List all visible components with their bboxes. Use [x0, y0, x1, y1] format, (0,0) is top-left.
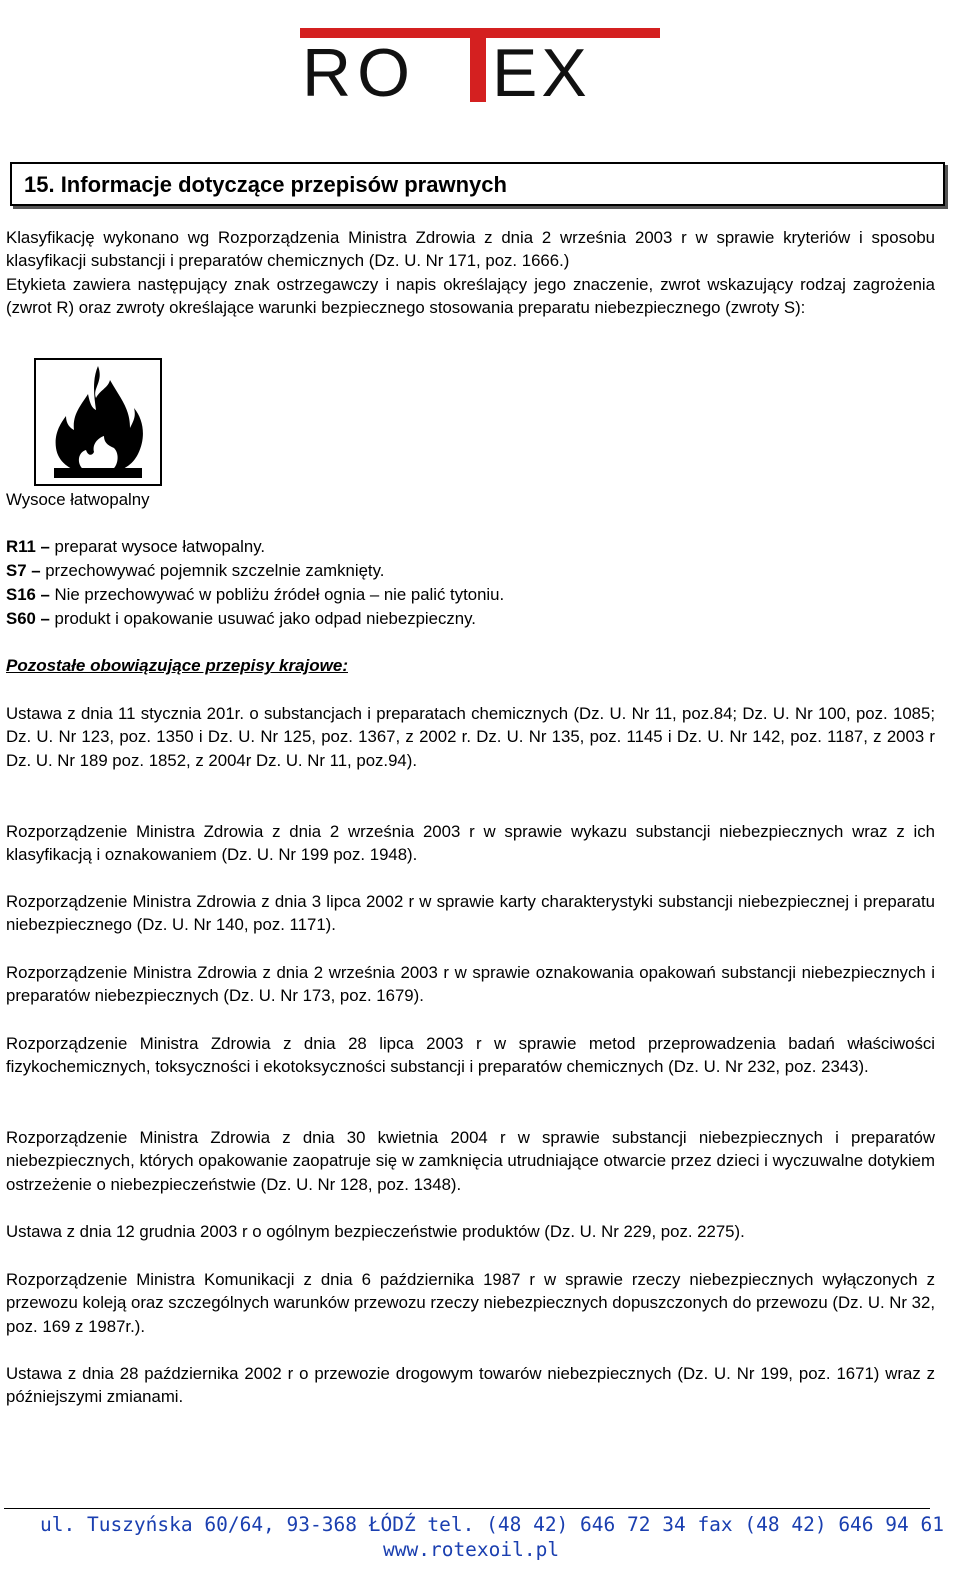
flame-icon [34, 358, 162, 486]
regulation-item: Rozporządzenie Ministra Zdrowia z dnia 30 kwietnia 2004 r w sprawie substancji niebezpiecznych i preparatów niebezpiecznych, których opakowanie zaopatruje się w zamknięcia utrudniające otwarcie przez dzieci i wyczuwalne dotykiem ostrzeżenie o niebezpieczeństwie (Dz. U. Nr 128, poz. 1348). [6, 1128, 935, 1194]
regulation-item: Ustawa z dnia 11 stycznia 201r. o substancjach i preparatach chemicznych (Dz. U. Nr 11, poz.84; Dz. U. Nr 100, poz. 1085; Dz. U. Nr 123, poz. 1350 i Dz. U. Nr 125, poz. 1367, z 2002 r. Dz. U. Nr 135, poz. 1145 i Dz. U. Nr 142, poz. 1187, z 2003 r Dz. U. Nr 189 poz. 1852, z 2004r Dz. U. Nr 11, poz.94). [6, 704, 935, 770]
phrase-s7: S7 – przechowywać pojemnik szczelnie zamknięty. [6, 561, 385, 580]
section-header [10, 162, 945, 206]
footer-website-link[interactable]: www.rotexoil.pl [383, 1538, 560, 1561]
svg-text:EX: EX [492, 35, 591, 104]
classification-paragraph: Klasyfikację wykonano wg Rozporządzenia Ministra Zdrowia z dnia 2 września 2003 r w sprawie kryteriów i sposobu klasyfikacji substancji i preparatów chemicznych (Dz. U. Nr 171, poz. 1666.) [6, 228, 935, 271]
label-paragraph: Etykieta zawiera następujący znak ostrzegawczy i napis określający jego znaczenie, zwrot wskazujący rodzaj zagrożenia (zwrot R) oraz zwroty określające warunki bezpiecznego stosowania preparatu niebezpiecznego (zwroty S): [6, 275, 935, 318]
regulation-item: Rozporządzenie Ministra Komunikacji z dnia 6 października 1987 r w sprawie rzeczy niebezpiecznych wyłączonych z przewozu koleją oraz szczególnych warunków przewozu rzeczy niebezpiecznych dopuszczonych do przewozu (Dz. U. Nr 32, poz. 169 z 1987r.). [6, 1270, 935, 1336]
hazard-label: Wysoce łatwopalny [6, 490, 150, 509]
phrase-s60: S60 – produkt i opakowanie usuwać jako odpad niebezpieczny. [6, 609, 476, 628]
rotex-logo-graphic [300, 24, 660, 104]
section-title: 15. Informacje dotyczące przepisów prawnych [24, 172, 507, 197]
svg-text:RO: RO [302, 35, 416, 104]
flammable-pictogram [34, 358, 162, 486]
regulation-item: Rozporządzenie Ministra Zdrowia z dnia 2 września 2003 r w sprawie wykazu substancji niebezpiecznych wraz z ich klasyfikacją i oznakowaniem (Dz. U. Nr 199 poz. 1948). [6, 822, 935, 865]
phrase-s16: S16 – Nie przechowywać w pobliżu źródeł ognia – nie palić tytoniu. [6, 585, 505, 604]
regulation-item: Rozporządzenie Ministra Zdrowia z dnia 3 lipca 2002 r w sprawie karty charakterystyki substancji niebezpiecznej i preparatu niebezpiecznego (Dz. U. Nr 140, poz. 1171). [6, 892, 935, 935]
regulation-item: Ustawa z dnia 28 października 2002 r o przewozie drogowym towarów niebezpiecznych (Dz. U. Nr 199, poz. 1671) wraz z późniejszymi zmianami. [6, 1364, 935, 1407]
rotex-logo [300, 24, 660, 104]
regulations-heading: Pozostałe obowiązujące przepisy krajowe: [6, 656, 348, 675]
regulation-item: Ustawa z dnia 12 grudnia 2003 r o ogólnym bezpieczeństwie produktów (Dz. U. Nr 229, poz. 2275). [6, 1222, 745, 1241]
footer-address: ul. Tuszyńska 60/64, 93-368 ŁÓDŹ tel. (48 42) 646 72 34 fax (48 42) 646 94 61 [40, 1513, 944, 1536]
phrase-r11: R11 – preparat wysoce łatwopalny. [6, 537, 266, 556]
footer-divider [4, 1508, 930, 1509]
regulation-item: Rozporządzenie Ministra Zdrowia z dnia 2 września 2003 r w sprawie oznakowania opakowań substancji niebezpiecznych i preparatów niebezpiecznych (Dz. U. Nr 173, poz. 1679). [6, 963, 935, 1006]
regulation-item: Rozporządzenie Ministra Zdrowia z dnia 28 lipca 2003 r w sprawie metod przeprowadzenia badań właściwości fizykochemicznych, toksyczności i ekotoksyczności substancji i preparatów chemicznych (Dz. U. Nr 232, poz. 2343). [6, 1034, 935, 1077]
